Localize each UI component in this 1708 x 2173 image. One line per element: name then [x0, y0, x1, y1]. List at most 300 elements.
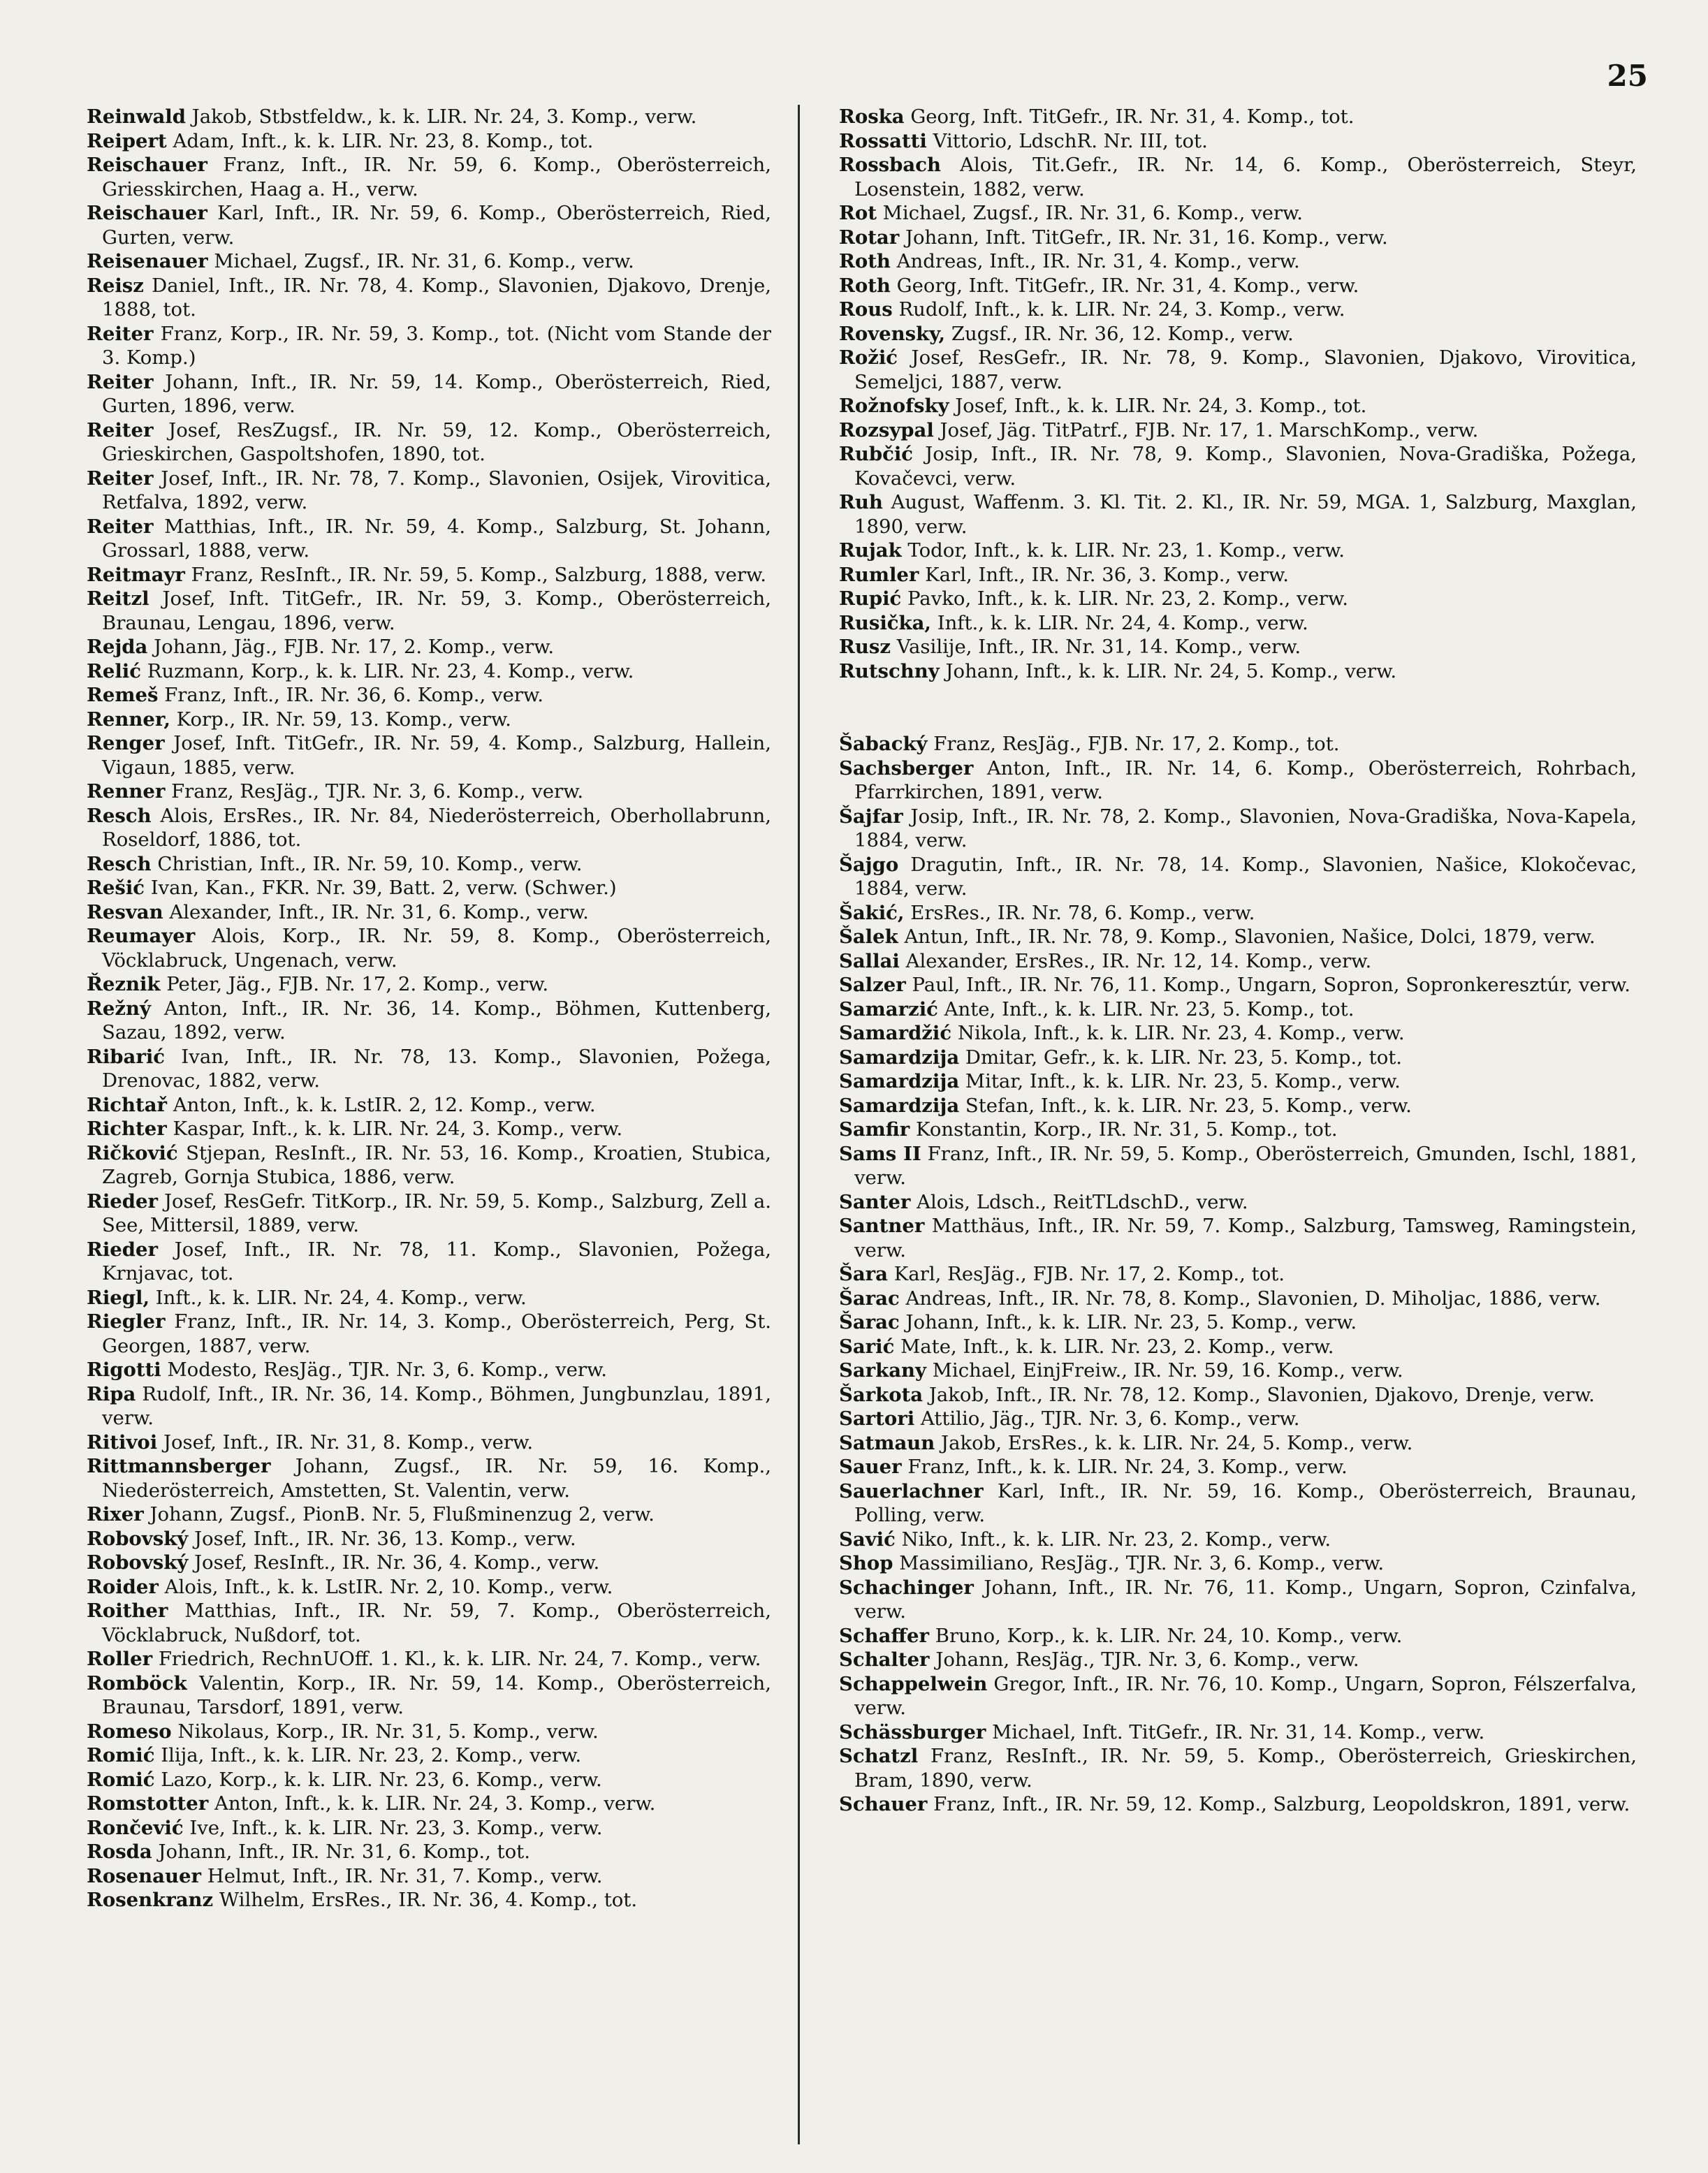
list-entry: [839, 949, 1637, 974]
list-entry: [839, 346, 1637, 394]
entry-surname: Sartori: [839, 1407, 915, 1430]
entry-surname: Rupić: [839, 587, 902, 610]
entry-details: Ivan, Kan., FKR. Nr. 39, Batt. 2, verw. (Schwer.): [150, 877, 617, 899]
entry-details: Stjepan, ResInft., IR. Nr. 53, 16. Komp., Kroatien, Stubica, Zagreb, Gornja Stubica, 1886, verw.: [102, 1141, 771, 1188]
list-entry: [87, 201, 771, 249]
entry-surname: Sauer: [839, 1456, 902, 1478]
list-entry: [87, 852, 771, 877]
list-entry: [87, 1864, 771, 1889]
list-entry: [839, 1069, 1637, 1094]
entry-details: Franz, ResJäg., TJR. Nr. 3, 6. Komp., verw.: [171, 780, 584, 803]
entry-details: Georg, Inft. TitGefr., IR. Nr. 31, 4. Komp., verw.: [896, 274, 1359, 297]
entry-details: Adam, Inft., k. k. LIR. Nr. 23, 8. Komp., tot.: [173, 129, 594, 152]
entry-surname: Režný: [87, 997, 151, 1020]
entry-details: Alexander, ErsRes., IR. Nr. 12, 14. Komp., verw.: [905, 949, 1372, 972]
entry-surname: Sarić: [839, 1335, 895, 1358]
entry-details: Franz, Korp., IR. Nr. 59, 3. Komp., tot. (Nicht vom Stande der 3. Komp.): [102, 322, 771, 369]
entry-details: Anton, Inft., k. k. LIR. Nr. 24, 3. Komp., verw.: [214, 1792, 656, 1815]
entry-surname: Resch: [87, 804, 152, 827]
entry-surname: Reinwald: [87, 105, 186, 128]
list-entry: [87, 515, 771, 563]
entry-details: Johann, Inft., IR. Nr. 76, 11. Komp., Ungarn, Sopron, Czinfalva, verw.: [854, 1576, 1637, 1623]
list-entry: [839, 1648, 1637, 1672]
entry-details: Nikolaus, Korp., IR. Nr. 31, 5. Komp., verw.: [177, 1720, 599, 1743]
entry-details: Josip, Inft., IR. Nr. 78, 9. Komp., Slavonien, Nova-Gradiška, Požega, Kovačevci, verw.: [854, 443, 1637, 490]
entry-details: Johann, Zugsf., IR. Nr. 59, 16. Komp., Niederösterreich, Amstetten, St. Valentin, verw.: [102, 1455, 771, 1502]
entry-surname: Sams II: [839, 1142, 921, 1165]
entry-surname: Rejda: [87, 636, 148, 658]
entry-details: Daniel, Inft., IR. Nr. 78, 4. Komp., Slavonien, Djakovo, Drenje, 1888, tot.: [102, 274, 772, 321]
list-entry: [839, 732, 1637, 756]
list-entry: [87, 1888, 771, 1912]
list-entry: [87, 1502, 771, 1527]
entry-details: Attilio, Jäg., TJR. Nr. 3, 6. Komp., verw.: [920, 1407, 1300, 1430]
entry-surname: Rigotti: [87, 1359, 161, 1381]
list-entry: [87, 1527, 771, 1551]
entry-details: Franz, Inft., IR. Nr. 59, 12. Komp., Salzburg, Leopoldskron, 1891, verw.: [933, 1793, 1630, 1815]
entry-surname: Samardzija: [839, 1070, 960, 1092]
list-entry: [87, 1238, 771, 1286]
entry-surname: Rot: [839, 202, 877, 224]
list-entry: [839, 539, 1637, 563]
list-entry: [87, 467, 771, 515]
entry-surname: Rixer: [87, 1503, 144, 1526]
entry-details: Josef, ResGefr. TitKorp., IR. Nr. 59, 5. Komp., Salzburg, Zell a. See, Mittersil, 1889, verw.: [102, 1190, 771, 1236]
entry-surname: Rusz: [839, 636, 891, 658]
entry-details: Stefan, Inft., k. k. LIR. Nr. 23, 5. Komp., verw.: [965, 1094, 1412, 1117]
list-entry: [839, 1046, 1637, 1070]
list-entry: [839, 153, 1637, 201]
entry-details: Karl, Inft., IR. Nr. 59, 16. Komp., Oberösterreich, Braunau, Polling, verw.: [854, 1479, 1637, 1526]
entry-details: Josef, Inft. TitGefr., IR. Nr. 59, 3. Komp., Oberösterreich, Braunau, Lengau, 1896, verw.: [102, 587, 771, 634]
list-entry: [839, 249, 1637, 274]
entry-surname: Rosenkranz: [87, 1889, 214, 1911]
right-column-s-section: [839, 732, 1637, 1817]
list-entry: [87, 708, 771, 732]
entry-surname: Rubčić: [839, 443, 914, 465]
entry-details: Franz, Inft., IR. Nr. 59, 5. Komp., Oberösterreich, Gmunden, Ischl, 1881, verw.: [854, 1142, 1637, 1189]
entry-details: Johann, Inft., k. k. LIR. Nr. 23, 5. Komp., verw.: [905, 1311, 1357, 1333]
entry-details: Johann, Inft. TitGefr., IR. Nr. 31, 16. Komp., verw.: [905, 226, 1388, 249]
list-entry: [839, 442, 1637, 490]
entry-surname: Rutschny: [839, 659, 940, 682]
list-entry: [87, 129, 771, 154]
entry-surname: Reumayer: [87, 925, 196, 947]
list-entry: [87, 1141, 771, 1190]
list-entry: [87, 1599, 771, 1647]
entry-surname: Sachsberger: [839, 756, 974, 780]
column-divider: [798, 105, 800, 2144]
entry-surname: Reiter: [87, 322, 154, 345]
entry-details: Franz, Inft., IR. Nr. 59, 6. Komp., Oberösterreich, Griesskirchen, Haag a. H., verw.: [102, 154, 771, 200]
list-entry: [839, 1214, 1637, 1262]
entry-surname: Rosenauer: [87, 1864, 201, 1887]
entry-details: Karl, Inft., IR. Nr. 59, 6. Komp., Oberösterreich, Ried, Gurten, verw.: [102, 202, 771, 249]
right-column-r-section: [839, 105, 1637, 683]
entry-surname: Riegl,: [87, 1286, 150, 1309]
left-column: [87, 105, 792, 2144]
entry-details: Mate, Inft., k. k. LIR. Nr. 23, 2. Komp., verw.: [900, 1335, 1334, 1358]
entry-details: Johann, Inft., IR. Nr. 31, 6. Komp., tot.: [158, 1841, 530, 1863]
entry-details: Josef, Inft., k. k. LIR. Nr. 24, 3. Komp., tot.: [955, 395, 1367, 417]
entry-surname: Roska: [839, 105, 905, 128]
entry-surname: Reiter: [87, 418, 154, 441]
entry-surname: Rujak: [839, 539, 902, 562]
entry-surname: Šarac: [839, 1287, 900, 1310]
entry-details: Zugsf., IR. Nr. 36, 12. Komp., verw.: [951, 322, 1294, 345]
list-entry: [839, 1672, 1637, 1720]
list-entry: [839, 1383, 1637, 1407]
entry-surname: Resch: [87, 852, 152, 875]
list-entry: [839, 1335, 1637, 1359]
entry-details: Franz, Inft., k. k. LIR. Nr. 24, 3. Komp., verw.: [907, 1456, 1348, 1478]
entry-details: Josef, Inft., IR. Nr. 78, 7. Komp., Slavonien, Osijek, Virovitica, Retfalva, 1892, verw.: [102, 467, 771, 513]
entry-details: Andreas, Inft., IR. Nr. 31, 4. Komp., verw.: [896, 250, 1300, 272]
entry-details: Konstantin, Korp., IR. Nr. 31, 5. Komp., tot.: [916, 1118, 1338, 1141]
entry-details: Franz, ResInft., IR. Nr. 59, 5. Komp., Oberösterreich, Grieskirchen, Bram, 1890, verw.: [854, 1745, 1637, 1792]
entry-details: Rudolf, Inft., IR. Nr. 36, 14. Komp., Böhmen, Jungbunzlau, 1891, verw.: [102, 1382, 772, 1429]
list-entry: [87, 1575, 771, 1600]
list-entry: [87, 924, 771, 972]
entry-details: Ive, Inft., k. k. LIR. Nr. 23, 3. Komp., verw.: [189, 1816, 603, 1839]
entry-surname: Rovensky,: [839, 322, 946, 345]
entry-details: Ilija, Inft., k. k. LIR. Nr. 23, 2. Komp., verw.: [161, 1744, 582, 1766]
entry-surname: Schaffer: [839, 1624, 929, 1647]
list-entry: [87, 1647, 771, 1671]
entry-surname: Reiter: [87, 467, 154, 490]
entry-surname: Rumler: [839, 563, 919, 586]
list-entry: [839, 1792, 1637, 1817]
entry-details: Jakob, Stbstfeldw., k. k. LIR. Nr. 24, 3. Komp., verw.: [191, 105, 697, 128]
entry-details: Karl, Inft., IR. Nr. 36, 3. Komp., verw.: [925, 563, 1289, 586]
entry-surname: Samardzija: [839, 1094, 960, 1117]
entry-details: Johann, Inft., k. k. LIR. Nr. 24, 5. Komp., verw.: [945, 659, 1397, 682]
entry-surname: Ruh: [839, 491, 883, 513]
entry-details: Josef, Inft. TitGefr., IR. Nr. 59, 4. Komp., Salzburg, Hallein, Vigaun, 1885, verw.: [102, 732, 771, 779]
entry-details: Franz, Inft., IR. Nr. 14, 3. Komp., Oberösterreich, Perg, St. Georgen, 1887, verw.: [102, 1310, 771, 1357]
entry-details: Vittorio, LdschR. Nr. III, tot.: [933, 129, 1208, 152]
entry-surname: Resvan: [87, 900, 163, 923]
entry-details: Johann, Zugsf., PionB. Nr. 5, Flußminenzug 2, verw.: [149, 1503, 655, 1526]
entry-details: Alois, Inft., k. k. LstIR. Nr. 2, 10. Komp., verw.: [164, 1575, 613, 1598]
entry-surname: Schalter: [839, 1648, 930, 1671]
entry-details: Massimiliano, ResJäg., TJR. Nr. 3, 6. Komp., verw.: [899, 1552, 1385, 1574]
entry-surname: Robovský: [87, 1551, 189, 1574]
list-entry: [839, 925, 1637, 949]
entry-surname: Šarkota: [839, 1383, 924, 1406]
list-entry: [87, 1743, 771, 1768]
entry-details: Inft., k. k. LIR. Nr. 24, 4. Komp., verw.: [155, 1286, 527, 1309]
list-entry: [839, 1576, 1637, 1624]
entry-details: Josef, ResZugsf., IR. Nr. 59, 12. Komp., Oberösterreich, Grieskirchen, Gaspoltshofen, 1890, tot.: [102, 418, 772, 465]
entry-details: Peter, Jäg., FJB. Nr. 17, 2. Komp., verw.: [166, 973, 549, 995]
list-entry: [839, 418, 1637, 443]
entry-details: Rudolf, Inft., k. k. LIR. Nr. 24, 3. Komp., verw.: [898, 298, 1345, 321]
list-entry: [87, 1454, 771, 1502]
entry-surname: Samfir: [839, 1118, 910, 1141]
list-entry: [87, 563, 771, 587]
page-number: 25: [1607, 59, 1648, 93]
entry-surname: Šajfar: [839, 805, 903, 828]
list-entry: [839, 756, 1637, 805]
entry-details: Valentin, Korp., IR. Nr. 59, 14. Komp., Oberösterreich, Braunau, Tarsdorf, 1891, verw.: [102, 1671, 772, 1718]
entry-surname: Romić: [87, 1744, 155, 1766]
entry-surname: Rusička,: [839, 611, 931, 634]
entry-surname: Robovský: [87, 1527, 189, 1550]
entry-details: Karl, ResJäg., FJB. Nr. 17, 2. Komp., tot.: [893, 1263, 1285, 1285]
list-entry: [87, 683, 771, 708]
list-entry: [839, 298, 1637, 322]
entry-details: Antun, Inft., IR. Nr. 78, 9. Komp., Slavonien, Našice, Dolci, 1879, verw.: [904, 925, 1596, 948]
columns: [87, 105, 1666, 2144]
list-entry: [87, 1310, 771, 1358]
entry-surname: Šara: [839, 1263, 888, 1285]
list-entry: [839, 901, 1637, 925]
entry-details: Michael, Zugsf., IR. Nr. 31, 6. Komp., verw.: [214, 250, 634, 272]
entry-details: Georg, Inft. TitGefr., IR. Nr. 31, 4. Komp., tot.: [910, 105, 1355, 128]
entry-details: Anton, Inft., k. k. LstIR. 2, 12. Komp., verw.: [173, 1093, 596, 1116]
entry-details: Josef, Jäg. TitPatrf., FJB. Nr. 17, 1. MarschKomp., verw.: [940, 418, 1479, 441]
entry-details: Josef, ResGefr., IR. Nr. 78, 9. Komp., Slavonien, Djakovo, Virovitica, Semeljci, 1887, verw.: [854, 346, 1637, 393]
entry-surname: Sauerlachner: [839, 1479, 984, 1502]
entry-surname: Schässburger: [839, 1720, 986, 1743]
entry-details: Josef, Inft., IR. Nr. 31, 8. Komp., verw.: [163, 1431, 534, 1454]
entry-surname: Schachinger: [839, 1576, 974, 1599]
list-entry: [839, 226, 1637, 250]
entry-surname: Reischauer: [87, 154, 207, 176]
entry-details: Nikola, Inft., k. k. LIR. Nr. 23, 4. Komp., verw.: [957, 1022, 1405, 1044]
list-entry: [839, 394, 1637, 418]
entry-surname: Reischauer: [87, 202, 207, 224]
entry-surname: Šalek: [839, 925, 898, 948]
entry-details: ErsRes., IR. Nr. 78, 6. Komp., verw.: [910, 901, 1255, 924]
list-entry: [839, 129, 1637, 154]
entry-details: Michael, Zugsf., IR. Nr. 31, 6. Komp., verw.: [882, 202, 1304, 224]
entry-surname: Romstotter: [87, 1792, 209, 1815]
entry-details: Anton, Inft., IR. Nr. 14, 6. Komp., Oberösterreich, Rohrbach, Pfarrkirchen, 1891, verw.: [854, 756, 1637, 803]
list-entry: [839, 274, 1637, 298]
list-entry: [839, 1094, 1637, 1118]
entry-details: Michael, EinjFreiw., IR. Nr. 59, 16. Komp., verw.: [932, 1359, 1403, 1382]
list-entry: [839, 1310, 1637, 1335]
entry-details: Vasilije, Inft., IR. Nr. 31, 14. Komp., verw.: [896, 636, 1301, 658]
list-entry: [839, 805, 1637, 853]
list-entry: [87, 1671, 771, 1720]
entry-details: Wilhelm, ErsRes., IR. Nr. 36, 4. Komp., tot.: [219, 1889, 638, 1911]
entry-surname: Schappelwein: [839, 1672, 988, 1695]
list-entry: [839, 1262, 1637, 1287]
entry-surname: Samardzija: [839, 1046, 960, 1069]
list-entry: [87, 1720, 771, 1744]
entry-surname: Šakić,: [839, 901, 905, 924]
list-entry: [87, 659, 771, 684]
list-entry: [87, 322, 771, 370]
entry-surname: Reisenauer: [87, 250, 208, 272]
entry-surname: Reitzl: [87, 587, 149, 610]
entry-surname: Rieder: [87, 1238, 159, 1261]
entry-surname: Reisz: [87, 274, 144, 297]
list-entry: [839, 1624, 1637, 1648]
entry-surname: Rossatti: [839, 129, 927, 152]
entry-surname: Reitmayr: [87, 563, 185, 586]
entry-surname: Řeznik: [87, 973, 161, 995]
list-entry: [839, 490, 1637, 539]
list-entry: [87, 418, 771, 467]
list-entry: [839, 1455, 1637, 1479]
entry-surname: Šajgo: [839, 853, 899, 876]
entry-surname: Roider: [87, 1575, 159, 1598]
entry-details: Michael, Inft. TitGefr., IR. Nr. 31, 14. Komp., verw.: [992, 1720, 1485, 1743]
list-entry: [839, 853, 1637, 901]
entry-details: Gregor, Inft., IR. Nr. 76, 10. Komp., Ungarn, Sopron, Félszerfalva, verw.: [854, 1672, 1637, 1719]
entry-details: Dmitar, Gefr., k. k. LIR. Nr. 23, 5. Komp., tot.: [965, 1046, 1403, 1069]
entry-surname: Satmaun: [839, 1431, 935, 1454]
list-entry: [87, 370, 771, 418]
entry-surname: Rieder: [87, 1190, 159, 1213]
entry-details: Friedrich, RechnUOff. 1. Kl., k. k. LIR. Nr. 24, 7. Komp., verw.: [158, 1648, 761, 1670]
entry-details: Todor, Inft., k. k. LIR. Nr. 23, 1. Komp., verw.: [907, 539, 1345, 562]
entry-details: Franz, ResInft., IR. Nr. 59, 5. Komp., Salzburg, 1888, verw.: [191, 563, 767, 586]
entry-details: Alois, Korp., IR. Nr. 59, 8. Komp., Oberösterreich, Vöcklabruck, Ungenach, verw.: [102, 925, 771, 972]
list-entry: [87, 1768, 771, 1792]
entry-surname: Sallai: [839, 949, 900, 972]
entry-surname: Rittmannsberger: [87, 1455, 271, 1477]
list-entry: [839, 611, 1637, 636]
list-entry: [87, 997, 771, 1045]
list-entry: [87, 1382, 771, 1431]
list-entry: [87, 1045, 771, 1093]
entry-details: Ruzmann, Korp., k. k. LIR. Nr. 23, 4. Komp., verw.: [147, 659, 634, 682]
entry-details: Modesto, ResJäg., TJR. Nr. 3, 6. Komp., verw.: [167, 1359, 608, 1381]
entry-surname: Romić: [87, 1768, 155, 1791]
list-entry: [87, 635, 771, 659]
entry-surname: Roither: [87, 1600, 168, 1622]
list-entry: [839, 997, 1637, 1022]
list-entry: [839, 1407, 1637, 1431]
list-entry: [87, 731, 771, 780]
entry-details: August, Waffenm. 3. Kl. Tit. 2. Kl., IR. Nr. 59, MGA. 1, Salzburg, Maxglan, 1890, verw.: [854, 491, 1637, 538]
entry-surname: Ribarić: [87, 1045, 166, 1068]
entry-surname: Relić: [87, 659, 141, 682]
entry-surname: Reipert: [87, 129, 167, 152]
entry-surname: Richtař: [87, 1093, 168, 1116]
list-entry: [87, 1431, 771, 1455]
entry-surname: Rešić: [87, 877, 145, 899]
entry-surname: Schauer: [839, 1793, 928, 1815]
list-entry: [87, 274, 771, 322]
entry-details: Jakob, Inft., IR. Nr. 78, 12. Komp., Slavonien, Djakovo, Drenje, verw.: [928, 1383, 1595, 1406]
entry-details: Jakob, ErsRes., k. k. LIR. Nr. 24, 5. Komp., verw.: [941, 1431, 1413, 1454]
section-gap: [839, 683, 1637, 732]
entry-surname: Romeso: [87, 1720, 172, 1743]
list-entry: [87, 587, 771, 635]
entry-details: Pavko, Inft., k. k. LIR. Nr. 23, 2. Komp., verw.: [907, 587, 1348, 610]
list-entry: [87, 900, 771, 925]
list-entry: [87, 1840, 771, 1864]
entry-details: Alexander, Inft., IR. Nr. 31, 6. Komp., verw.: [169, 900, 589, 923]
entry-surname: Rotar: [839, 226, 900, 249]
entry-surname: Renger: [87, 732, 165, 754]
entry-details: Inft., k. k. LIR. Nr. 24, 4. Komp., verw.: [937, 611, 1308, 634]
entry-details: Josef, ResInft., IR. Nr. 36, 4. Komp., verw.: [194, 1551, 600, 1574]
list-entry: [839, 322, 1637, 346]
entry-surname: Schatzl: [839, 1745, 919, 1767]
list-entry: [839, 1359, 1637, 1383]
entry-surname: Ripa: [87, 1382, 136, 1405]
entry-details: Josef, Inft., IR. Nr. 78, 11. Komp., Slavonien, Požega, Krnjavac, tot.: [102, 1238, 771, 1285]
entry-details: Ante, Inft., k. k. LIR. Nr. 23, 5. Komp., tot.: [944, 997, 1355, 1020]
entry-surname: Samardžić: [839, 1022, 952, 1044]
list-entry: [87, 972, 771, 997]
list-entry: [839, 659, 1637, 684]
list-entry: [87, 1792, 771, 1816]
entry-details: Johann, Inft., IR. Nr. 59, 14. Komp., Oberösterreich, Ried, Gurten, 1896, verw.: [102, 370, 772, 417]
entry-details: Mitar, Inft., k. k. LIR. Nr. 23, 5. Komp., verw.: [965, 1070, 1401, 1092]
entry-details: Korp., IR. Nr. 59, 13. Komp., verw.: [176, 708, 511, 731]
list-entry: [839, 1431, 1637, 1456]
entry-details: Johann, ResJäg., TJR. Nr. 3, 6. Komp., verw.: [935, 1648, 1359, 1671]
entry-surname: Roth: [839, 274, 891, 297]
entry-surname: Shop: [839, 1552, 893, 1574]
entry-surname: Šarac: [839, 1311, 900, 1333]
list-entry: [839, 1528, 1637, 1552]
list-entry: [839, 1479, 1637, 1528]
list-entry: [87, 153, 771, 201]
list-entry: [839, 1720, 1637, 1745]
list-entry: [87, 1286, 771, 1310]
list-entry: [839, 973, 1637, 997]
entry-details: Johann, Jäg., FJB. Nr. 17, 2. Komp., verw.: [154, 636, 555, 658]
list-entry: [87, 876, 771, 900]
list-entry: [87, 1093, 771, 1118]
entry-surname: Santner: [839, 1215, 925, 1237]
list-entry: [87, 1816, 771, 1841]
entry-surname: Rožnofsky: [839, 395, 949, 417]
list-entry: [87, 1117, 771, 1141]
list-entry: [839, 587, 1637, 611]
entry-details: Matthias, Inft., IR. Nr. 59, 7. Komp., Oberösterreich, Vöcklabruck, Nußdorf, tot.: [102, 1600, 771, 1646]
entry-surname: Rozsypal: [839, 418, 934, 441]
entry-surname: Remeš: [87, 684, 159, 706]
entry-surname: Šabacký: [839, 733, 928, 755]
entry-details: Dragutin, Inft., IR. Nr. 78, 14. Komp., Slavonien, Našice, Klokočevac, 1884, verw.: [854, 853, 1637, 900]
entry-details: Alois, Tit.Gefr., IR. Nr. 14, 6. Komp., Oberösterreich, Steyr, Losenstein, 1882, verw.: [854, 154, 1637, 200]
entry-details: Helmut, Inft., IR. Nr. 31, 7. Komp., verw.: [207, 1864, 603, 1887]
entry-surname: Ričković: [87, 1141, 178, 1164]
entry-surname: Roller: [87, 1648, 153, 1670]
entry-surname: Rožić: [839, 346, 898, 369]
entry-surname: Renner,: [87, 708, 170, 731]
entry-details: Franz, ResJäg., FJB. Nr. 17, 2. Komp., tot.: [933, 733, 1340, 755]
entry-surname: Salzer: [839, 974, 906, 996]
entry-details: Lazo, Korp., k. k. LIR. Nr. 23, 6. Komp., verw.: [161, 1768, 602, 1791]
entry-details: Matthäus, Inft., IR. Nr. 59, 7. Komp., Salzburg, Tamsweg, Ramingstein, verw.: [854, 1215, 1637, 1261]
list-entry: [87, 780, 771, 804]
entry-surname: Richter: [87, 1118, 167, 1140]
list-entry: [839, 1021, 1637, 1046]
list-entry: [839, 563, 1637, 587]
entry-surname: Riegler: [87, 1310, 166, 1333]
list-entry: [87, 804, 771, 852]
entry-surname: Ritivoi: [87, 1431, 158, 1454]
entry-surname: Romböck: [87, 1671, 187, 1695]
entry-details: Franz, Inft., IR. Nr. 36, 6. Komp., verw.: [164, 684, 543, 706]
list-entry: [87, 105, 771, 129]
list-entry: [839, 1118, 1637, 1142]
entry-details: Josip, Inft., IR. Nr. 78, 2. Komp., Slavonien, Nova-Gradiška, Nova-Kapela, 1884, verw.: [854, 805, 1637, 851]
list-entry: [839, 1744, 1637, 1792]
entry-details: Kaspar, Inft., k. k. LIR. Nr. 24, 3. Komp., verw.: [173, 1118, 623, 1140]
